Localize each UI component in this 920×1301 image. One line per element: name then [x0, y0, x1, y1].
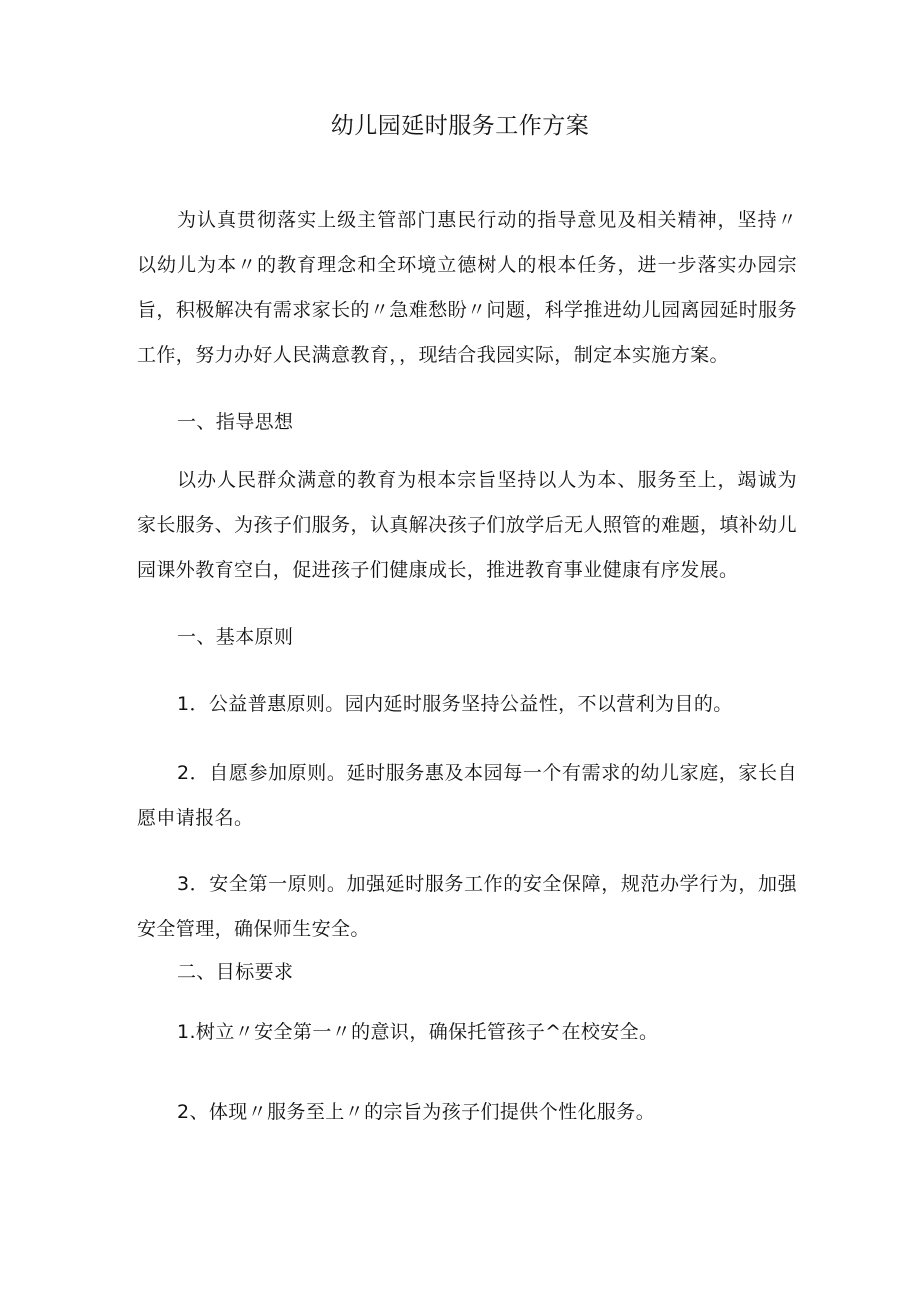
section-heading-goals: 二、目标要求 — [177, 961, 294, 983]
principle-item-1: 1．公益普惠原则。园内延时服务坚持公益性，不以营利为目的。 — [177, 693, 733, 715]
section-heading-guiding-ideology: 一、指导思想 — [177, 411, 294, 433]
principle-item-2: 2．自愿参加原则。延时服务惠及本园每一个有需求的幼儿家庭，家长自愿申请报名。 — [137, 762, 797, 829]
guiding-ideology-paragraph: 以办人民群众满意的教育为根本宗旨坚持以人为本、服务至上，竭诚为家长服务、为孩子们服务，认真解决孩子们放学后无人照管的难题，填补幼儿园课外教育空白，促进孩子们健康成长，推进教育事业健康有序发展。 — [137, 469, 797, 581]
principle-item-3: 3．安全第一原则。加强延时服务工作的安全保障，规范办学行为，加强安全管理，确保师生安全。 — [137, 873, 797, 940]
intro-paragraph: 为认真贯彻落实上级主管部门惠民行动的指导意见及相关精神，坚持〃以幼儿为本〃的教育理念和全环境立德树人的根本任务，进一步落实办园宗旨，积极解决有需求家长的〃急难愁盼〃问题，科学推进幼儿园离园延时服务工作，努力办好人民满意教育，，现结合我园实际，制定本实施方案。 — [137, 209, 797, 366]
goal-item-1: 1.树立〃安全第一〃的意识，确保托管孩子^在校安全。 — [177, 1021, 659, 1043]
document-title: 幼儿园延时服务工作方案 — [330, 113, 590, 139]
goal-item-2: 2、体现〃服务至上〃的宗旨为孩子们提供个性化服务。 — [177, 1101, 656, 1123]
section-heading-basic-principles: 一、基本原则 — [177, 626, 294, 648]
